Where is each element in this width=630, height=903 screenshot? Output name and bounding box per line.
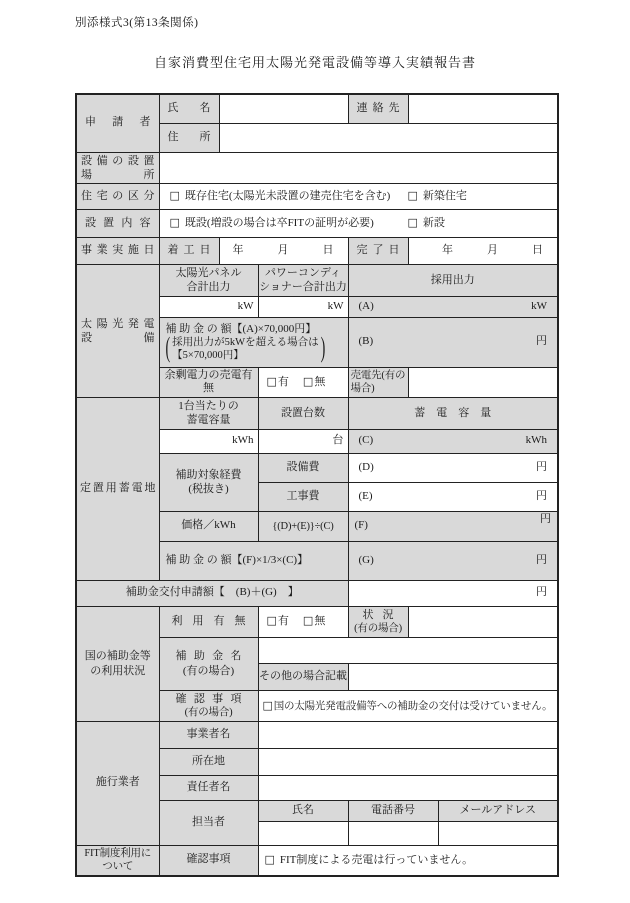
day-unit: 日 (322, 244, 334, 257)
year-unit: 年 (232, 244, 244, 257)
contractor-business-value-cell (258, 721, 558, 748)
staff-email-header: メールアドレス (438, 800, 558, 821)
battery-subsidy-label: 補 助 金 の 額【(F)×1/3×(C)】 (159, 541, 348, 580)
battery-section-label: 定置用蓄電地 (76, 398, 159, 581)
month-unit: 月 (277, 244, 289, 257)
solar-subsidy-label-cell (159, 317, 348, 367)
checkbox-icon: □ (302, 375, 314, 389)
checkbox-icon: □ (407, 216, 418, 230)
checkbox-surplus-yes[interactable]: □有 (266, 375, 289, 389)
code-c: (C) (358, 434, 374, 447)
battery-count-value-cell (258, 429, 348, 453)
solar-subsidy-formula: 補 助 金 の 額【(A)×70,000円】 (165, 322, 317, 335)
report-form-table (75, 93, 559, 877)
battery-capacity-header: 蓄 電 容 量 (348, 398, 558, 430)
right-paren-glyph: ) (320, 334, 326, 365)
equipment-cost-label: 設備費 (258, 453, 348, 482)
adopted-output-value-cell (348, 296, 558, 317)
application-total-value-cell (348, 580, 558, 606)
checkbox-surplus-no[interactable]: □無 (302, 375, 326, 389)
yen-unit: 円 (536, 586, 547, 599)
fit-confirm-label: 確認事項 (159, 845, 258, 876)
housing-type-label: 住宅の区分 (76, 184, 159, 210)
code-b: (B) (358, 335, 374, 348)
checkbox-fit-confirm[interactable]: □ FIT制度による売電は行っていません。 (264, 852, 474, 866)
application-total-label: 補助金交付申請額【 (B)＋(G) 】 (76, 580, 348, 606)
battery-subsidy-value-cell (348, 541, 558, 580)
contractor-section-label: 施行業者 (76, 721, 159, 845)
national-status-label: 状況 (有の場合) (348, 606, 408, 637)
applicant-name-value-cell (219, 94, 348, 123)
contractor-manager-label: 責任者名 (159, 775, 258, 800)
checkbox-existing-house[interactable] (170, 189, 408, 204)
form-number-note: 別添様式3(第13条関係) (75, 17, 199, 29)
solar-subsidy-note: ( 採用出力が5kWを超える場合は 【5×70,000円】 ) (164, 337, 344, 362)
kwh-unit: kWh (525, 434, 547, 447)
code-g: (G) (358, 553, 374, 566)
solar-label-line1: 太陽光発電 (81, 317, 155, 330)
applicant-contact-value-cell (408, 94, 558, 123)
housing-type-options-cell (159, 184, 558, 210)
pcs-output-value-cell (258, 296, 348, 317)
subsidized-expense-label: 補助対象経費 (税抜き) (159, 453, 258, 511)
checkbox-icon: □ (262, 698, 273, 712)
pcs-output-header: パワーコンディ ショナー合計出力 (258, 265, 348, 297)
price-per-kwh-label: 価格／kWh (159, 511, 258, 541)
site-label-line2: 場所 (81, 168, 155, 181)
national-usage-options-cell (258, 606, 348, 637)
surplus-sale-label: 余剰電力の売電有無 (159, 367, 258, 398)
checkbox-icon: □ (407, 189, 418, 203)
surplus-sale-options-cell (258, 367, 348, 398)
left-paren-glyph: ( (165, 334, 171, 365)
national-status-value-cell (408, 606, 558, 637)
install-detail-options-cell (159, 210, 558, 238)
checkbox-national-no[interactable]: □無 (302, 614, 326, 628)
yen-unit: 円 (536, 460, 547, 473)
battery-capacity-value-cell (348, 429, 558, 453)
adopted-output-header: 採用出力 (348, 265, 558, 297)
kwh-unit: kWh (232, 434, 254, 447)
end-date-value-cell (408, 238, 558, 265)
checkbox-national-confirm[interactable]: □国の太陽光発電設備等への補助金の交付は受けていません。 (262, 698, 553, 712)
year-unit: 年 (442, 244, 453, 257)
checkbox-existing-install[interactable] (170, 216, 408, 231)
site-label-line1: 設備の設置 (81, 154, 155, 167)
code-d: (D) (358, 460, 374, 473)
national-subsidy-section-label: 国の補助金等 の利用状況 (76, 606, 159, 721)
price-formula: {(D)+(E)}÷(C) (258, 511, 348, 541)
yen-unit: 円 (536, 553, 547, 566)
national-other-label: その他の場合記載 (258, 663, 348, 690)
yen-unit: 円 (536, 335, 547, 348)
solar-section-label (76, 265, 159, 398)
price-value-cell (348, 511, 558, 541)
power-buyer-value-cell (408, 367, 558, 398)
construction-cost-value-cell (348, 482, 558, 511)
applicant-address-value-cell (219, 123, 558, 152)
staff-phone-header: 電話番号 (348, 800, 438, 821)
power-buyer-label: 売電先(有の場合) (348, 367, 408, 398)
schedule-label: 事業実施日 (76, 238, 159, 265)
code-a: (A) (358, 299, 374, 312)
yen-unit: 円 (540, 512, 551, 525)
day-unit: 日 (532, 244, 543, 257)
contractor-address-label: 所在地 (159, 748, 258, 775)
checkbox-icon: □ (169, 216, 180, 230)
code-f: (F) (354, 519, 368, 532)
count-unit: 台 (332, 434, 344, 447)
staff-name-value-cell (258, 821, 348, 845)
equipment-cost-value-cell (348, 453, 558, 482)
install-detail-label: 設置内容 (76, 210, 159, 238)
fit-statement-cell (258, 845, 558, 876)
national-other-value-cell (348, 663, 558, 690)
national-subsidy-name-value-cell (258, 637, 558, 663)
checkbox-national-yes[interactable]: □有 (266, 614, 289, 628)
applicant-name-label: 氏名 (159, 94, 219, 123)
staff-name-header: 氏名 (258, 800, 348, 821)
checkbox-new-house[interactable] (408, 189, 467, 204)
checkbox-icon: □ (264, 852, 275, 866)
kw-unit: kW (237, 299, 254, 312)
applicant-contact-label: 連絡先 (348, 94, 408, 123)
construction-cost-label: 工事費 (258, 482, 348, 511)
national-subsidy-name-label: 補助金名 (有の場合) (159, 637, 258, 690)
kw-unit: kW (531, 299, 547, 312)
national-confirm-label: 確認事項 (有の場合) (159, 690, 258, 721)
month-unit: 月 (487, 244, 498, 257)
checkbox-icon: □ (266, 375, 277, 389)
solar-label-line2: 設備 (81, 332, 155, 345)
code-e: (E) (358, 489, 373, 502)
kw-unit: kW (327, 299, 344, 312)
applicant-section-label: 申請者 (76, 94, 159, 152)
panel-output-value-cell (159, 296, 258, 317)
site-section-label (76, 152, 159, 184)
fit-section-label: FIT制度利用に ついて (76, 845, 159, 876)
checkbox-icon: □ (169, 189, 180, 203)
contractor-business-label: 事業者名 (159, 721, 258, 748)
battery-count-header: 設置台数 (258, 398, 348, 430)
solar-subsidy-value-cell (348, 317, 558, 367)
start-date-value-cell (219, 238, 348, 265)
checkbox-icon: □ (302, 614, 314, 628)
national-confirm-statement-cell (258, 690, 558, 721)
national-usage-label: 利用有無 (159, 606, 258, 637)
checkbox-icon: □ (266, 614, 277, 628)
battery-per-unit-value-cell (159, 429, 258, 453)
site-value-cell (159, 152, 558, 184)
yen-unit: 円 (536, 489, 547, 502)
new-house-label: 新築住宅 (422, 190, 467, 203)
staff-email-value-cell (438, 821, 558, 845)
checkbox-new-install[interactable] (408, 216, 445, 231)
battery-per-unit-header: 1台当たりの 蓄電容量 (159, 398, 258, 430)
start-date-label: 着工日 (159, 238, 219, 265)
page-title: 自家消費型住宅用太陽光発電設備等導入実績報告書 (153, 55, 476, 70)
end-date-label: 完了日 (348, 238, 408, 265)
panel-output-header: 太陽光パネル 合計出力 (159, 265, 258, 297)
contractor-staff-label: 担当者 (159, 800, 258, 845)
contractor-manager-value-cell (258, 775, 558, 800)
applicant-address-label: 住所 (159, 123, 219, 152)
staff-phone-value-cell (348, 821, 438, 845)
existing-install-label: 既設(増設の場合は卒FITの証明が必要) (184, 217, 374, 230)
contractor-address-value-cell (258, 748, 558, 775)
existing-house-label: 既存住宅(太陽光未設置の建売住宅を含む) (184, 190, 391, 203)
new-install-label: 新設 (422, 217, 445, 230)
